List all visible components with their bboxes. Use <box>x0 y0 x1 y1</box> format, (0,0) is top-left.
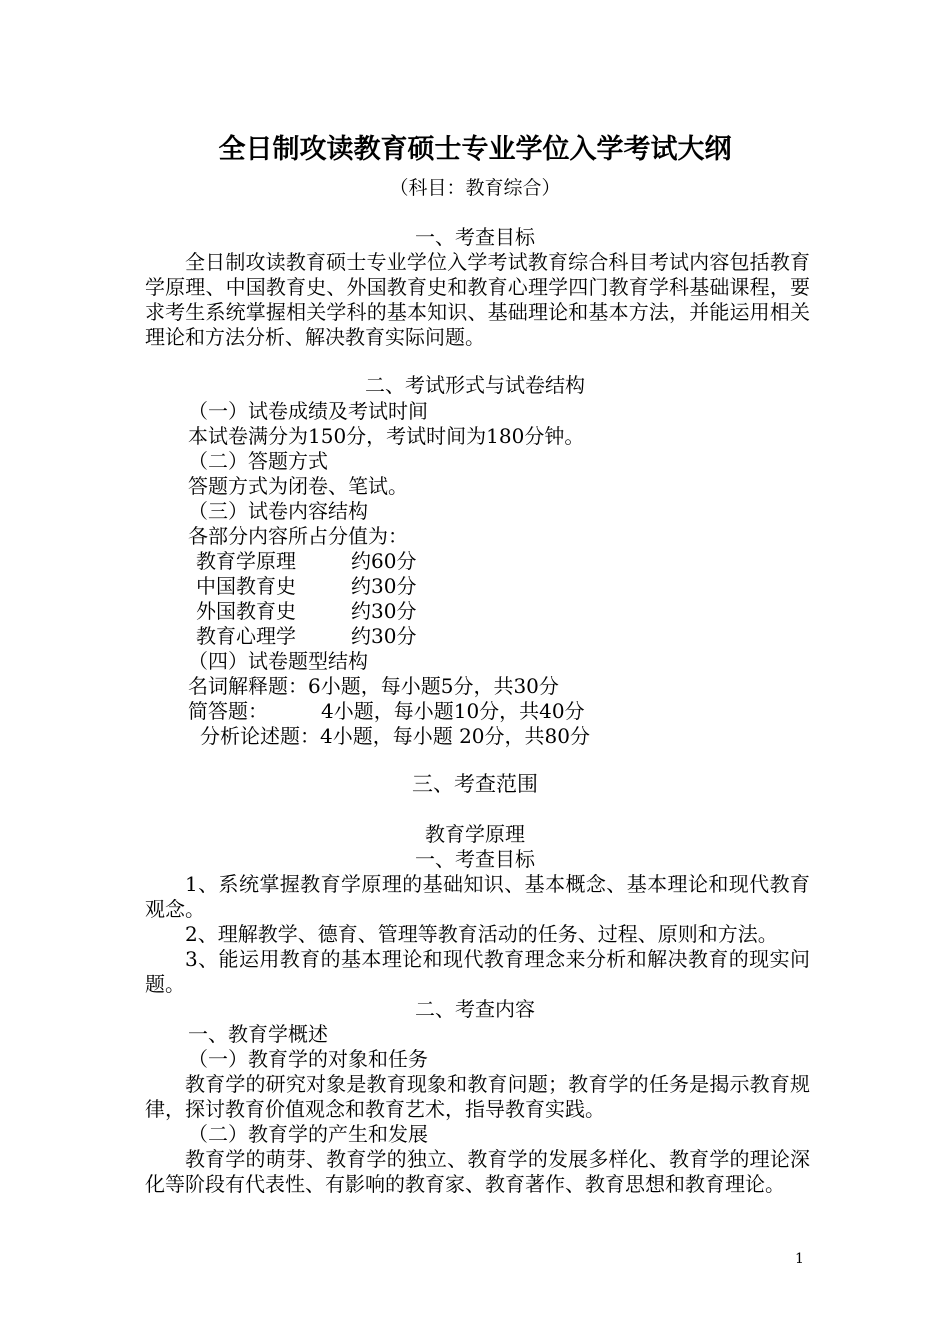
question-type-name: 简答题： <box>188 699 268 723</box>
chapter-heading: 一、教育学概述 <box>188 1022 328 1046</box>
section2-sub3-text: 各部分内容所占分值为： <box>188 524 408 548</box>
section2-sub2: （二）答题方式 <box>188 449 328 473</box>
section2-sub3: （三）试卷内容结构 <box>188 499 368 523</box>
section2-heading: 二、考试形式与试卷结构 <box>365 373 585 397</box>
score-value: 约30分 <box>351 624 417 648</box>
score-row <box>196 624 416 649</box>
question-type-row <box>188 674 559 699</box>
section1-heading: 一、考查目标 <box>415 225 535 249</box>
score-name: 教育学原理 <box>196 549 296 573</box>
score-row <box>196 549 416 574</box>
objective-item: 3、能运用教育的基本理论和现代教育理念来分析和解决教育的现实问题。 <box>145 947 810 996</box>
question-type-value: 4小题，每小题10分，共40分 <box>321 699 585 723</box>
chapter-paragraph: 教育学的研究对象是教育现象和教育问题；教育学的任务是揭示教育规律，探讨教育价值观念和教育艺术，指导教育实践。 <box>145 1072 810 1121</box>
score-row <box>196 599 416 624</box>
question-type-row <box>200 724 590 749</box>
section1-body: 全日制攻读教育硕士专业学位入学考试教育综合科目考试内容包括教育学原理、中国教育史、外国教育史和教育心理学四门教育学科基础课程，要求考生系统掌握相关学科的基本知识、基础理论和基本方法，并能运用相关理论和方法分析、解决教育实际问题。 <box>145 250 810 349</box>
section2-sub1: （一）试卷成绩及考试时间 <box>188 399 428 423</box>
section3-heading: 三、考查范围 <box>412 772 538 796</box>
section2-sub4: （四）试卷题型结构 <box>188 649 368 673</box>
score-name: 外国教育史 <box>196 599 296 623</box>
page-number: 1 <box>795 1251 804 1267</box>
chapter-subheading: （一）教育学的对象和任务 <box>188 1047 428 1071</box>
score-name: 教育心理学 <box>196 624 296 648</box>
question-type-name: 分析论述题： <box>200 724 320 748</box>
chapter-paragraph: 教育学的萌芽、教育学的独立、教育学的发展多样化、教育学的理论深化等阶段有代表性、有影响的教育家、教育著作、教育思想和教育理论。 <box>145 1147 810 1196</box>
score-value: 约30分 <box>351 574 417 598</box>
question-type-value: 4小题，每小题 20分，共80分 <box>320 724 590 748</box>
score-value: 约60分 <box>351 549 417 573</box>
section2-sub1-text: 本试卷满分为150分，考试时间为180分钟。 <box>188 424 585 448</box>
document-title: 全日制攻读教育硕士专业学位入学考试大纲 <box>218 134 732 165</box>
subject-title: 教育学原理 <box>425 822 525 846</box>
objectives-heading: 一、考查目标 <box>415 847 535 871</box>
chapter-subheading: （二）教育学的产生和发展 <box>188 1122 428 1146</box>
question-type-row <box>188 699 585 724</box>
content-heading: 二、考查内容 <box>415 997 535 1021</box>
question-type-value: 6小题，每小题5分，共30分 <box>308 674 559 698</box>
section2-sub2-text: 答题方式为闭卷、笔试。 <box>188 474 408 498</box>
objective-item: 1、系统掌握教育学原理的基础知识、基本概念、基本理论和现代教育观念。 <box>145 872 810 921</box>
score-value: 约30分 <box>351 599 417 623</box>
objective-item: 2、理解教学、德育、管理等教育活动的任务、过程、原则和方法。 <box>185 922 778 946</box>
score-name: 中国教育史 <box>196 574 296 598</box>
question-type-name: 名词解释题： <box>188 674 308 698</box>
score-row <box>196 574 416 599</box>
document-subtitle: （科目：教育综合） <box>389 177 561 199</box>
